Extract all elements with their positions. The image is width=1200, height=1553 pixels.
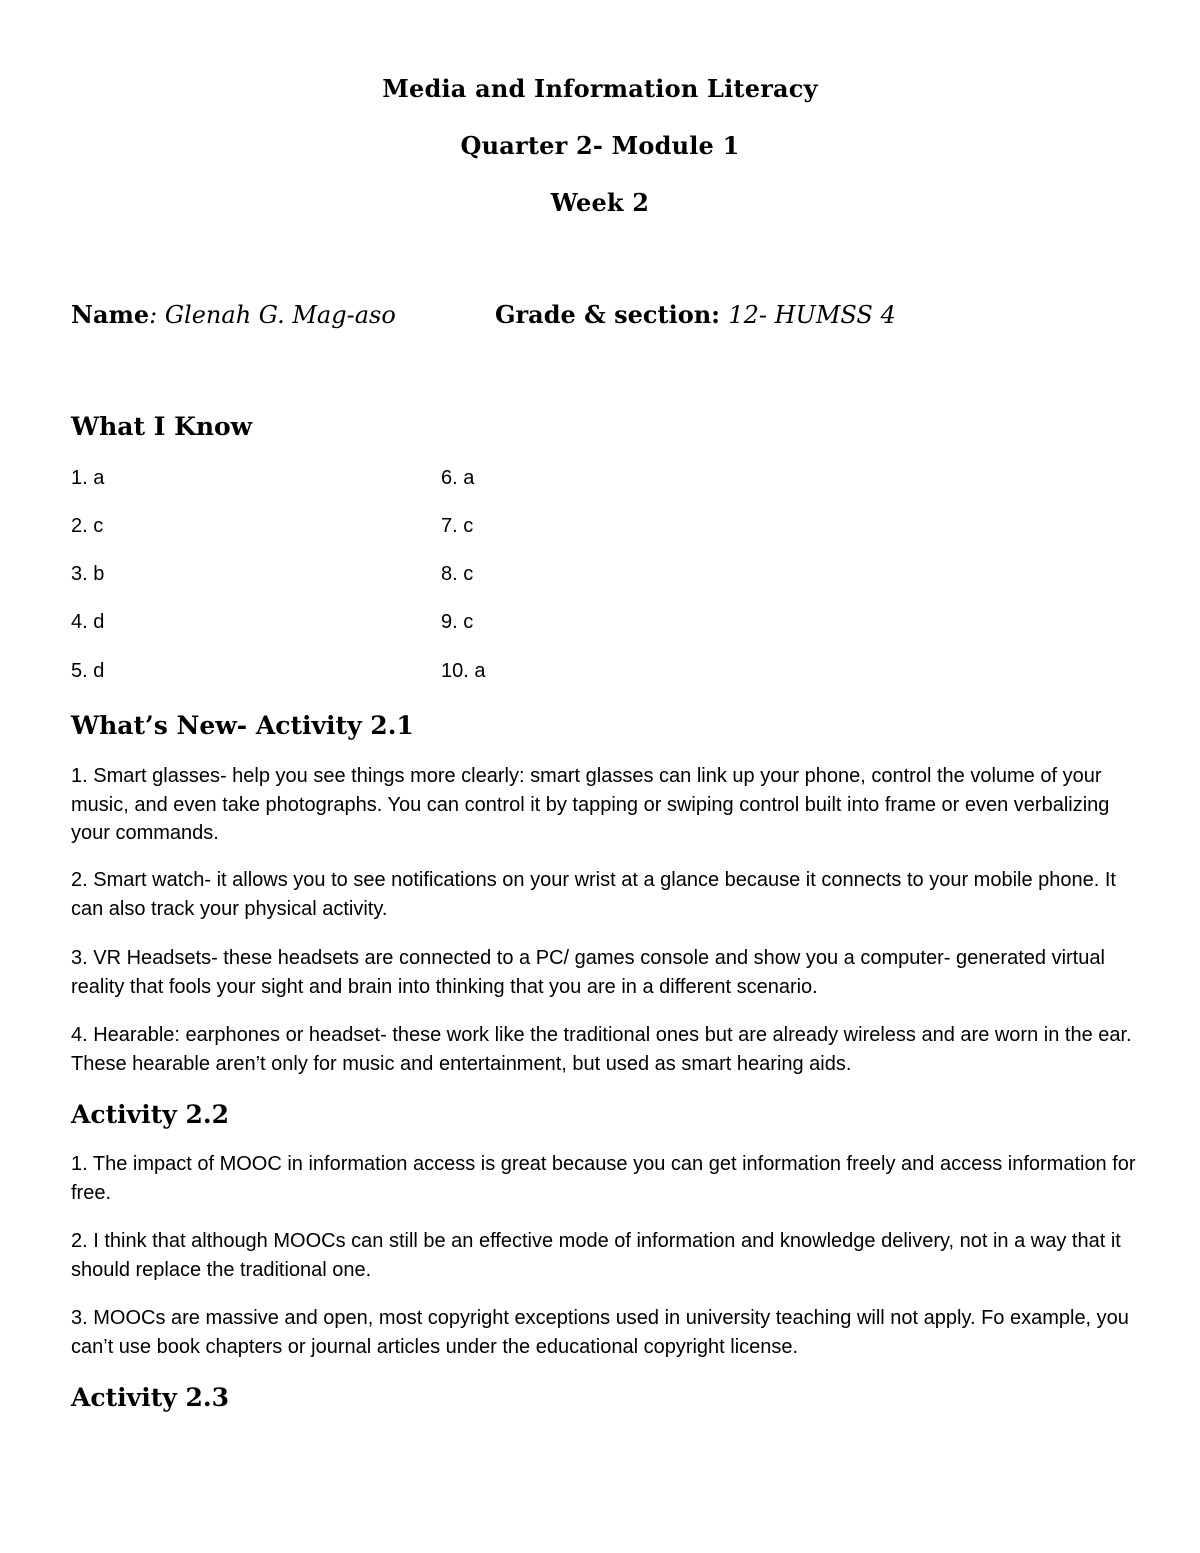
name-label: Name bbox=[71, 300, 150, 329]
grade-value: 12- HUMSS 4 bbox=[728, 301, 896, 329]
module-title: Quarter 2- Module 1 bbox=[460, 131, 740, 160]
activity-2-2-item: 3. MOOCs are massive and open, most copyright exceptions used in university teaching will not apply. Fo example, you can’t use book chapters or journal articles under the educational copyright license. bbox=[71, 1307, 1129, 1358]
answer-item: 1. a bbox=[71, 467, 105, 489]
answer-item: 4. d bbox=[71, 611, 105, 633]
activity-2-1-item: 1. Smart glasses- help you see things more clearly: smart glasses can link up your phone, control the volume of your music, and even take photographs. You can control it by tapping or swiping control built into frame or even verbalizing your commands. bbox=[71, 765, 1110, 844]
activity-2-1-item: 3. VR Headsets- these headsets are connected to a PC/ games console and show you a computer- generated virtual reality that fools your sight and brain into thinking that you are in a different scenario. bbox=[71, 947, 1105, 998]
what-i-know-heading: What I Know bbox=[71, 412, 253, 441]
name-value: : Glenah G. Mag-aso bbox=[149, 301, 396, 329]
whats-new-heading: What’s New- Activity 2.1 bbox=[71, 711, 414, 740]
activity-2-3-heading: Activity 2.3 bbox=[71, 1383, 229, 1412]
answer-item: 6. a bbox=[441, 467, 475, 489]
answer-item: 5. d bbox=[71, 660, 105, 682]
answer-item: 8. c bbox=[441, 563, 474, 585]
grade-section-line bbox=[495, 300, 896, 329]
answer-item: 9. c bbox=[441, 611, 474, 633]
activity-2-2-item: 1. The impact of MOOC in information access is great because you can get information freely and access information for free. bbox=[71, 1153, 1136, 1204]
activity-2-1-item: 2. Smart watch- it allows you to see notifications on your wrist at a glance because it connects to your mobile phone. It can also track your physical activity. bbox=[71, 869, 1116, 920]
grade-label: Grade & section: bbox=[495, 300, 729, 329]
student-name-line bbox=[71, 300, 396, 329]
activity-2-2-item: 2. I think that although MOOCs can still be an effective mode of information and knowledge delivery, not in a way that it should replace the traditional one. bbox=[71, 1230, 1121, 1281]
course-title: Media and Information Literacy bbox=[382, 74, 818, 103]
activity-2-2-heading: Activity 2.2 bbox=[71, 1100, 229, 1129]
week-title: Week 2 bbox=[550, 188, 650, 217]
answer-item: 2. c bbox=[71, 515, 104, 537]
answer-item: 7. c bbox=[441, 515, 474, 537]
activity-2-1-item: 4. Hearable: earphones or headset- these work like the traditional ones but are already wireless and are worn in the ear. These hearable aren’t only for music and entertainment, but used as smart hearing aids. bbox=[71, 1024, 1132, 1075]
answer-item: 3. b bbox=[71, 563, 105, 585]
answer-item: 10. a bbox=[441, 660, 486, 682]
